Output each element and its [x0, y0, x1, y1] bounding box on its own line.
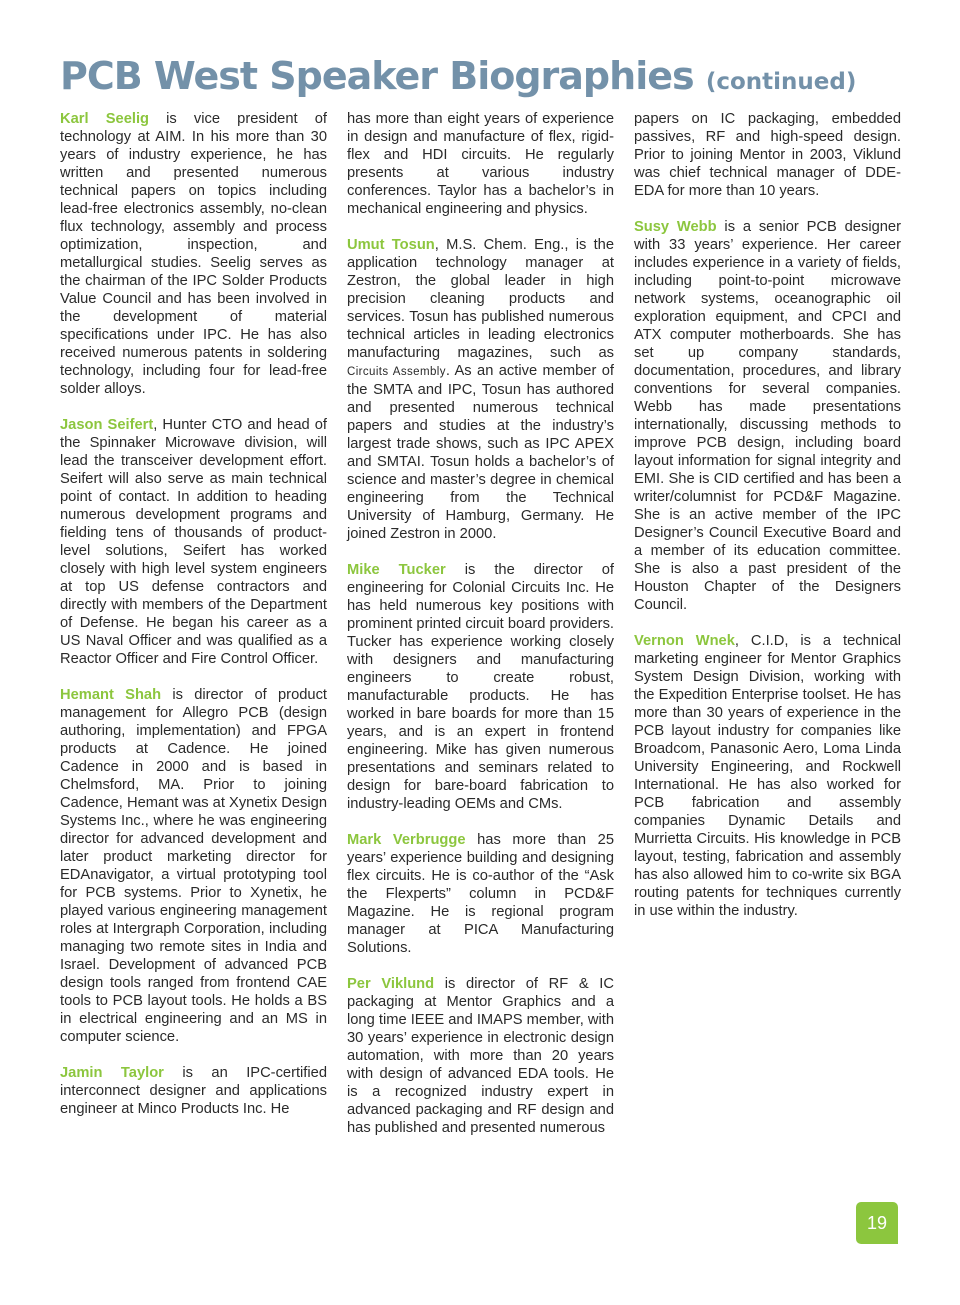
- bio-susy-webb: [634, 218, 901, 614]
- bio-text: papers on IC packaging, embedded passives, RF and high-speed design. Prior to joining Mentor in 2003, Viklund was chief technical manager of DDE-EDA for more than 10 years.: [634, 111, 901, 199]
- bio-hemant-shah: [60, 686, 327, 1046]
- bio-text: is vice president of technology at AIM. In his more than 30 years of industry experience, he has written and presented numerous technical papers on topics including lead-free electronics assembly, no-clean flux technology, assembly and process optimization, inspection, and metallurgical studies. Seelig serves as the chairman of the IPC Solder Products Value Council and has been involved in the development of material specifications under IPC. He has also received numerous patents in soldering technology, including four for lead-free solder alloys.: [60, 111, 328, 397]
- bio-jamin-taylor: [60, 1064, 327, 1118]
- publication-name: Circuits Assembly: [347, 366, 446, 378]
- bio-text: is director of product management for Allegro PCB (design authoring, implementation) and FPGA products at Cadence. He joined Cadence in 2000 and is based in Chelmsford, MA. Prior to joining Cadence, Hemant was at Xynetix Design Systems Inc., where he was engineering director for advanced development and later product marketing director for EDAnavigator, a virtual prototyping tool for PCB systems. Prior to Xynetix, he played various engineering management roles at Intergraph Corporation, including managing two remote sites in India and Israel. Development of advanced PCB design tools ranged from frontend CAE tools to PCB layout tools. He holds a BS in electrical engineering and an MS in computer science.: [60, 687, 327, 1045]
- bio-mark-verbrugge: [347, 831, 614, 957]
- bio-text: is a senior PCB designer with 33 years’ experience. Her career includes experience in a variety of fields, including point-to-point microwave network systems, oceanographic oil exploration equipment, and CPCI and ATX computer motherboards. She has set up company standards, documentation, procedures, and library conventions for several companies. Webb has made presentations internationally, discussing methods to improve PCB design, including board layout information for signal integrity and EMI. She is CID certified and has been a writer/columnist for: [634, 219, 901, 505]
- speaker-name: Karl Seelig: [60, 111, 149, 127]
- page-number: 19: [866, 1213, 888, 1233]
- bio-text: , C.I.D, is a technical marketing engineer for Mentor Graphics System Design Division, working with the Expedition Enterprise toolset. He has more than 30 years of experience in the PCB layout industry for companies like Broadcom, Panasonic Aero, Loma Linda University Engineering, and Rockwell International. He has also worked for PCB fabrication and assembly companies Dynamic Details and Murrietta Circuits. His knowledge in PCB layout, testing, fabrication and assembly has also allowed him to co-write six BGA routing patents for techniques currently in use within the industry.: [634, 633, 901, 919]
- speaker-name: Jamin Taylor: [60, 1065, 164, 1081]
- speaker-name: Umut Tosun: [347, 237, 435, 253]
- column-3: [634, 110, 901, 920]
- speaker-name: Hemant Shah: [60, 687, 162, 703]
- speaker-name: Per Viklund: [347, 976, 435, 992]
- speaker-name: Susy Webb: [634, 219, 717, 235]
- bio-jamin-taylor-continued: [347, 110, 614, 218]
- speaker-name: Mike Tucker: [347, 562, 446, 578]
- bio-text: is an IPC-certified interconnect designer and applications engineer at Minco Products Inc. He: [60, 1065, 327, 1117]
- publication-name: PCD&F: [773, 489, 824, 505]
- bio-text-continued: . As an active member of the SMTA and IPC, Tosun has authored and presented numerous technical papers and studies at the industry’s largest trade shows, such as IPC APEX and SMTAI. Tosun holds a bachelor’s of science and master’s degree in chemical engineering from the Technical University of Hamburg, Germany. He joined Zestron in 2000.: [347, 363, 615, 542]
- title-continued: (continued): [705, 69, 857, 95]
- bio-text-continued: Magazine. He is regional program manager at PICA Manufacturing Solutions.: [347, 904, 614, 956]
- speaker-name: Vernon Wnek: [634, 633, 735, 649]
- bio-text-continued: Magazine. She is an active member of the IPC Designer’s Council Executive Board and a member of its education committee. She is also a past president of the Houston Chapter of the Designers Council.: [634, 489, 901, 613]
- page-title-text: PCB West Speaker Biographies: [60, 54, 694, 98]
- bio-text: is director of RF & IC packaging at Mentor Graphics and a long time IEEE and IMAPS member, with 30 years’ experience in electronic design automation, with more than 20 years with design of advanced EDA tools. He is a recognized industry expert in advanced packaging and RF design and has published and presented numerous: [347, 976, 614, 1136]
- page-number-badge: [856, 1202, 898, 1244]
- bio-text: , Hunter CTO and head of the Spinnaker Microwave division, will lead the transceiver development effort. Seifert will also serve as main technical point of contact. In addition to heading numerous development programs and fielding tens of thousands of product-level solutions, Seifert has worked closely with high level system engineers at top US defense contractors and directly with members of the Department of Defense. He began his career as a US Naval Officer and was qualified as a Reactor Officer and Fire Control Officer.: [60, 417, 327, 667]
- speaker-name: Jason Seifert: [60, 417, 154, 433]
- column-2: [347, 110, 614, 1137]
- bio-text: , M.S. Chem. Eng., is the application technology manager at Zestron, the global leader in high precision cleaning products and services. Tosun has published numerous technical articles in leading electronics manufacturing magazines, such as: [347, 237, 614, 361]
- bio-per-viklund-continued: [634, 110, 901, 200]
- publication-name: PCD&F: [564, 886, 614, 902]
- column-1: [60, 110, 327, 1118]
- bio-jason-seifert: [60, 416, 327, 668]
- bio-karl-seelig: [60, 110, 327, 398]
- speaker-name: Mark Verbrugge: [347, 832, 466, 848]
- bio-text: has more than 25 years’ experience building and designing flex circuits. He is co-author of the “Ask the Flexperts” column in: [347, 832, 614, 902]
- bio-text: is the director of engineering for Colonial Circuits Inc. He has held numerous key positions with prominent printed circuit board providers. Tucker has experience working closely with designers and manufacturing engineers to create robust, manufacturable products. He has worked in bare boards for more than 15 years, and is an expert in frontend engineering. Mike has given numerous presentations and seminars related to design for bare-board fabrication to industry-leading OEMs and CMs.: [347, 562, 614, 812]
- bio-umut-tosun: [347, 236, 614, 543]
- bio-vernon-wnek: [634, 632, 901, 920]
- bio-per-viklund: [347, 975, 614, 1137]
- page-title: [60, 50, 856, 108]
- bio-mike-tucker: [347, 561, 614, 813]
- bio-text: has more than eight years of experience in design and manufacture of flex, rigid-flex and HDI circuits. He regularly presents at various industry conferences. Taylor has a bachelor’s in mechanical engineering and physics.: [347, 111, 614, 217]
